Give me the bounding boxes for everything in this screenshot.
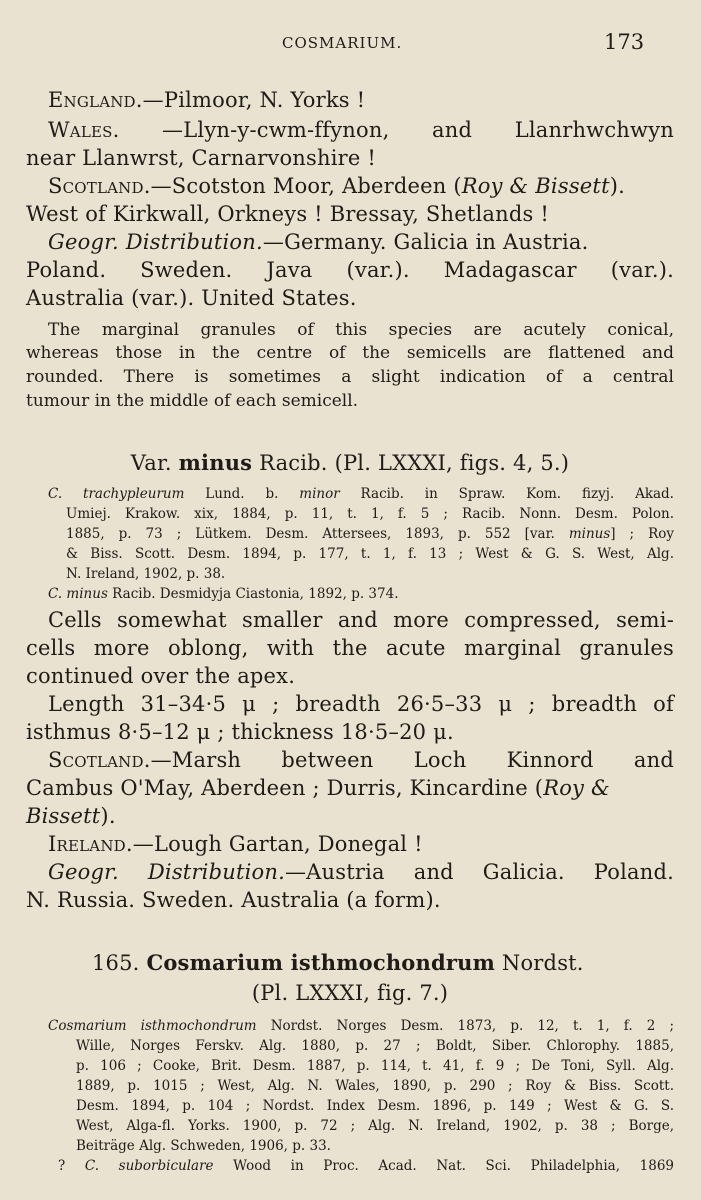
- note-line-1: The marginal granules of this species are acutely conical,: [48, 320, 674, 340]
- dist-wales: [48, 118, 674, 142]
- var-synonym-line-3-a: 1885, p. 73 ; Lütkem. Desm. Attersees, 1893, p. 552 [var.: [66, 526, 569, 542]
- sp-synonym-line-6: West, Alga-fl. Yorks. 1900, p. 72 ; Alg. N. Ireland, 1902, p. 38 ; Borge,: [76, 1118, 674, 1134]
- wales-localities: . —Llyn-y-cwm-ffynon, and Llanrhwchwyn: [112, 118, 674, 142]
- scotland-authority: Roy & Bissett: [461, 174, 610, 198]
- var-ireland-localities: .—Lough Gartan, Donegal !: [125, 832, 423, 856]
- dist-england: [48, 88, 674, 112]
- var-synonym-1-a: Lund. b.: [184, 486, 300, 502]
- var-measure-1: Length 31–34·5 μ ; breadth 26·5–33 μ ; breadth of: [48, 692, 674, 716]
- sp-synonym-line-7: Beiträge Alg. Schweden, 1906, p. 33.: [76, 1138, 331, 1154]
- sp-synonym-line-1: [48, 1018, 674, 1034]
- var-scotland-continued: [26, 776, 674, 800]
- sp-synonym-line-4: 1889, p. 1015 ; West, Alg. N. Wales, 1890, p. 290 ; Roy & Biss. Scott.: [76, 1078, 674, 1094]
- var-synonym-1: [48, 486, 674, 502]
- var-desc-line-1: Cells somewhat smaller and more compressed, semi-: [48, 608, 674, 632]
- geogr-label: Geogr. Distribution.: [48, 230, 263, 254]
- var-synonym-line-3: [66, 526, 674, 542]
- var-measure-2: isthmus 8·5–12 μ ; thickness 18·5–20 μ.: [26, 720, 454, 744]
- wales-continued: near Llanwrst, Carnarvonshire !: [26, 146, 377, 170]
- var-synonym-line-3-b: ] ; Roy: [610, 526, 674, 542]
- var-desc-line-3: continued over the apex.: [26, 664, 296, 688]
- var-synonym-2: [48, 586, 674, 602]
- var-region-ireland: Ireland: [48, 832, 126, 856]
- var-synonym-line-4: & Biss. Scott. Desm. 1894, p. 177, t. 1, f. 13 ; West & G. S. West, Alg.: [66, 546, 674, 562]
- geogr-continued-2: Australia (var.). United States.: [26, 286, 357, 310]
- sp-synonym-1-name: Cosmarium isthmochondrum: [48, 1018, 257, 1034]
- variety-name: minus: [178, 450, 253, 475]
- var-scotland-cont-text: Cambus O'May, Aberdeen ; Durris, Kincardine (: [26, 776, 544, 800]
- var-scotland-authority-1: Roy &: [543, 776, 610, 800]
- var-desc-line-2: cells more oblong, with the acute marginal granules: [26, 636, 674, 660]
- var-synonym-line-5: N. Ireland, 1902, p. 38.: [66, 566, 226, 582]
- note-line-4: tumour in the middle of each semicell.: [26, 391, 359, 411]
- var-geogr-label: Geogr. Distribution.: [48, 860, 285, 884]
- scotland-localities: .—Scotston Moor, Aberdeen (: [143, 174, 462, 198]
- note-line-3: rounded. There is sometimes a slight indication of a central: [26, 367, 674, 387]
- england-localities: .—Pilmoor, N. Yorks !: [135, 88, 366, 112]
- page-number: 173: [604, 30, 645, 54]
- scotland-continued: West of Kirkwall, Orkneys ! Bressay, Shetlands !: [26, 202, 549, 226]
- var-geogr-text: —Austria and Galicia. Poland.: [284, 860, 674, 884]
- species-heading: [92, 950, 674, 975]
- region-wales: Wales: [48, 118, 113, 142]
- sp-synonym-line-2: Wille, Norges Ferskv. Alg. 1880, p. 27 ; Boldt, Siber. Chlorophy. 1885,: [76, 1038, 674, 1054]
- variety-prefix: Var.: [130, 451, 179, 475]
- region-england: England: [48, 88, 136, 112]
- geogr-text: —Germany. Galicia in Austria.: [262, 230, 589, 254]
- sp-synonym-8-name: C. suborbiculare: [84, 1158, 214, 1174]
- var-scotland-localities: .—Marsh between Loch Kinnord and: [143, 748, 674, 772]
- var-scotland-authority-2: Bissett: [26, 804, 101, 828]
- species-name: Cosmarium isthmochondrum: [146, 950, 496, 975]
- var-synonym-line-2: Umiej. Krakow. xix, 1884, p. 11, t. 1, f. 5 ; Racib. Nonn. Desm. Polon.: [66, 506, 674, 522]
- variety-heading: [26, 450, 674, 475]
- var-dist-geogr: [48, 860, 674, 884]
- var-synonym-1-b: Racib. in Spraw. Kom. fizyj. Akad.: [339, 486, 674, 502]
- sp-synonym-1-text: Nordst. Norges Desm. 1873, p. 12, t. 1, f. 2 ;: [256, 1018, 674, 1034]
- var-synonym-1-name: C. trachypleurum: [48, 486, 185, 502]
- var-synonym-2-name: C. minus: [48, 586, 108, 602]
- sp-synonym-8-query: ?: [58, 1158, 85, 1174]
- sp-synonym-8-text: Wood in Proc. Acad. Nat. Sci. Philadelphia, 1869: [213, 1158, 674, 1174]
- var-synonym-1-minor: minor: [299, 486, 340, 502]
- var-region-scotland: Scotland: [48, 748, 144, 772]
- var-scotland-close: ).: [100, 804, 116, 828]
- species-author: Nordst.: [495, 951, 584, 975]
- sp-synonym-line-5: Desm. 1894, p. 104 ; Nordst. Index Desm. 1896, p. 149 ; West & G. S.: [76, 1098, 674, 1114]
- var-geogr-continued: N. Russia. Sweden. Australia (a form).: [26, 888, 441, 912]
- var-synonym-line-3-minus: minus: [568, 526, 611, 542]
- variety-author-plate: Racib. (Pl. LXXXI, figs. 4, 5.): [252, 451, 570, 475]
- var-dist-scotland: [48, 748, 674, 772]
- running-title: COSMARIUM.: [282, 34, 403, 52]
- species-number: 165.: [92, 951, 147, 975]
- geogr-continued-1: Poland. Sweden. Java (var.). Madagascar (var.).: [26, 258, 674, 282]
- dist-scotland: [48, 174, 674, 198]
- var-scotland-continued-2: [26, 804, 674, 828]
- sp-synonym-line-3: p. 106 ; Cooke, Brit. Desm. 1887, p. 114, t. 41, f. 9 ; De Toni, Syll. Alg.: [76, 1058, 674, 1074]
- var-dist-ireland: [48, 832, 674, 856]
- dist-geogr: [48, 230, 674, 254]
- region-scotland: Scotland: [48, 174, 144, 198]
- var-synonym-2-text: Racib. Desmidyja Ciastonia, 1892, p. 374.: [107, 586, 399, 602]
- sp-synonym-line-8: [58, 1158, 674, 1174]
- species-plate: (Pl. LXXXI, fig. 7.): [251, 981, 449, 1005]
- scotland-close: ).: [609, 174, 625, 198]
- note-line-2: whereas those in the centre of the semicells are flattened and: [26, 343, 674, 363]
